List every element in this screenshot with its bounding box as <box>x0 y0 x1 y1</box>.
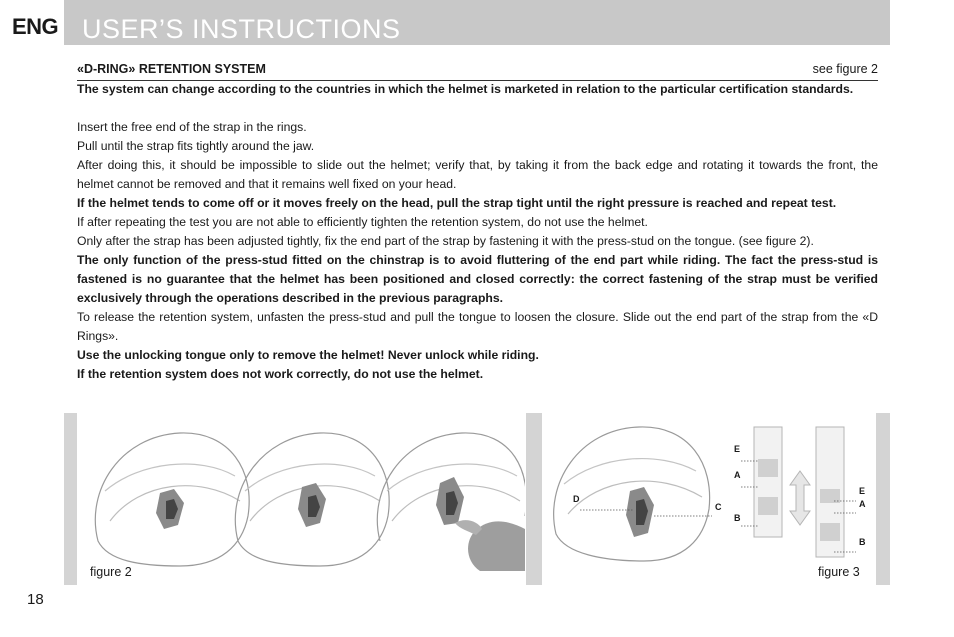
figure-3-label: figure 3 <box>818 565 860 579</box>
label-e-right: E <box>859 486 866 496</box>
page-title: USER’S INSTRUCTIONS <box>82 14 401 44</box>
label-c: C <box>715 502 722 512</box>
label-d: D <box>573 494 580 504</box>
paragraph: If after repeating the test you are not able to efficiently tighten the retention system, do not use the helmet. <box>77 215 648 229</box>
paragraph: After doing this, it should be impossible to slide out the helmet; verify that, by taking it from the back edge and rotating it towards the front, the helmet cannot be removed and that it remains well fixed on your head. <box>77 158 878 191</box>
figure-3-panel <box>529 413 890 585</box>
paragraph: Insert the free end of the strap in the rings. <box>77 120 307 134</box>
paragraph: The only function of the press-stud fitted on the chinstrap is to avoid fluttering of the end part while riding. The fact the press-stud is fastened is no guarantee that the helmet has been positioned and closed correctly: the correct fastening of the strap must be verified exclusively through the operations described in the previous paragraphs. <box>77 253 878 305</box>
section-heading-row <box>77 62 878 81</box>
label-e-left: E <box>734 444 741 454</box>
section-title: «D-RING» RETENTION SYSTEM <box>77 62 266 76</box>
paragraph: The system can change according to the countries in which the helmet is marketed in relation to the particular certification standards. <box>77 82 854 96</box>
paragraph: If the retention system does not work correctly, do not use the helmet. <box>77 367 484 381</box>
instructions-body <box>77 80 878 384</box>
label-a-left: A <box>734 470 741 480</box>
language-code: ENG <box>12 14 59 39</box>
paragraph: To release the retention system, unfasten the press-stud and pull the tongue to loosen the closure. Slide out the end part of the strap from the «D Rings». <box>77 310 878 343</box>
paragraph: Pull until the strap fits tightly around the jaw. <box>77 139 315 153</box>
figure-2-illustration <box>80 421 525 571</box>
figure-reference: see figure 2 <box>812 62 878 76</box>
paragraph: Use the unlocking tongue only to remove the helmet! Never unlock while riding. <box>77 348 539 362</box>
paragraph: If the helmet tends to come off or it moves freely on the head, pull the strap tight until the right pressure is reached and repeat test. <box>77 196 837 210</box>
paragraph-spacer <box>77 99 878 118</box>
page-number: 18 <box>27 591 44 608</box>
figure-3-illustration <box>544 419 874 569</box>
paragraph: Only after the strap has been adjusted tightly, fix the end part of the strap by fastening it with the press-stud on the tongue. (see figure 2). <box>77 234 814 248</box>
figure-2-panel <box>64 413 529 585</box>
label-a-right: A <box>859 499 866 509</box>
label-b-right: B <box>859 537 866 547</box>
label-b-left: B <box>734 513 741 523</box>
figure-2-label: figure 2 <box>90 565 132 579</box>
